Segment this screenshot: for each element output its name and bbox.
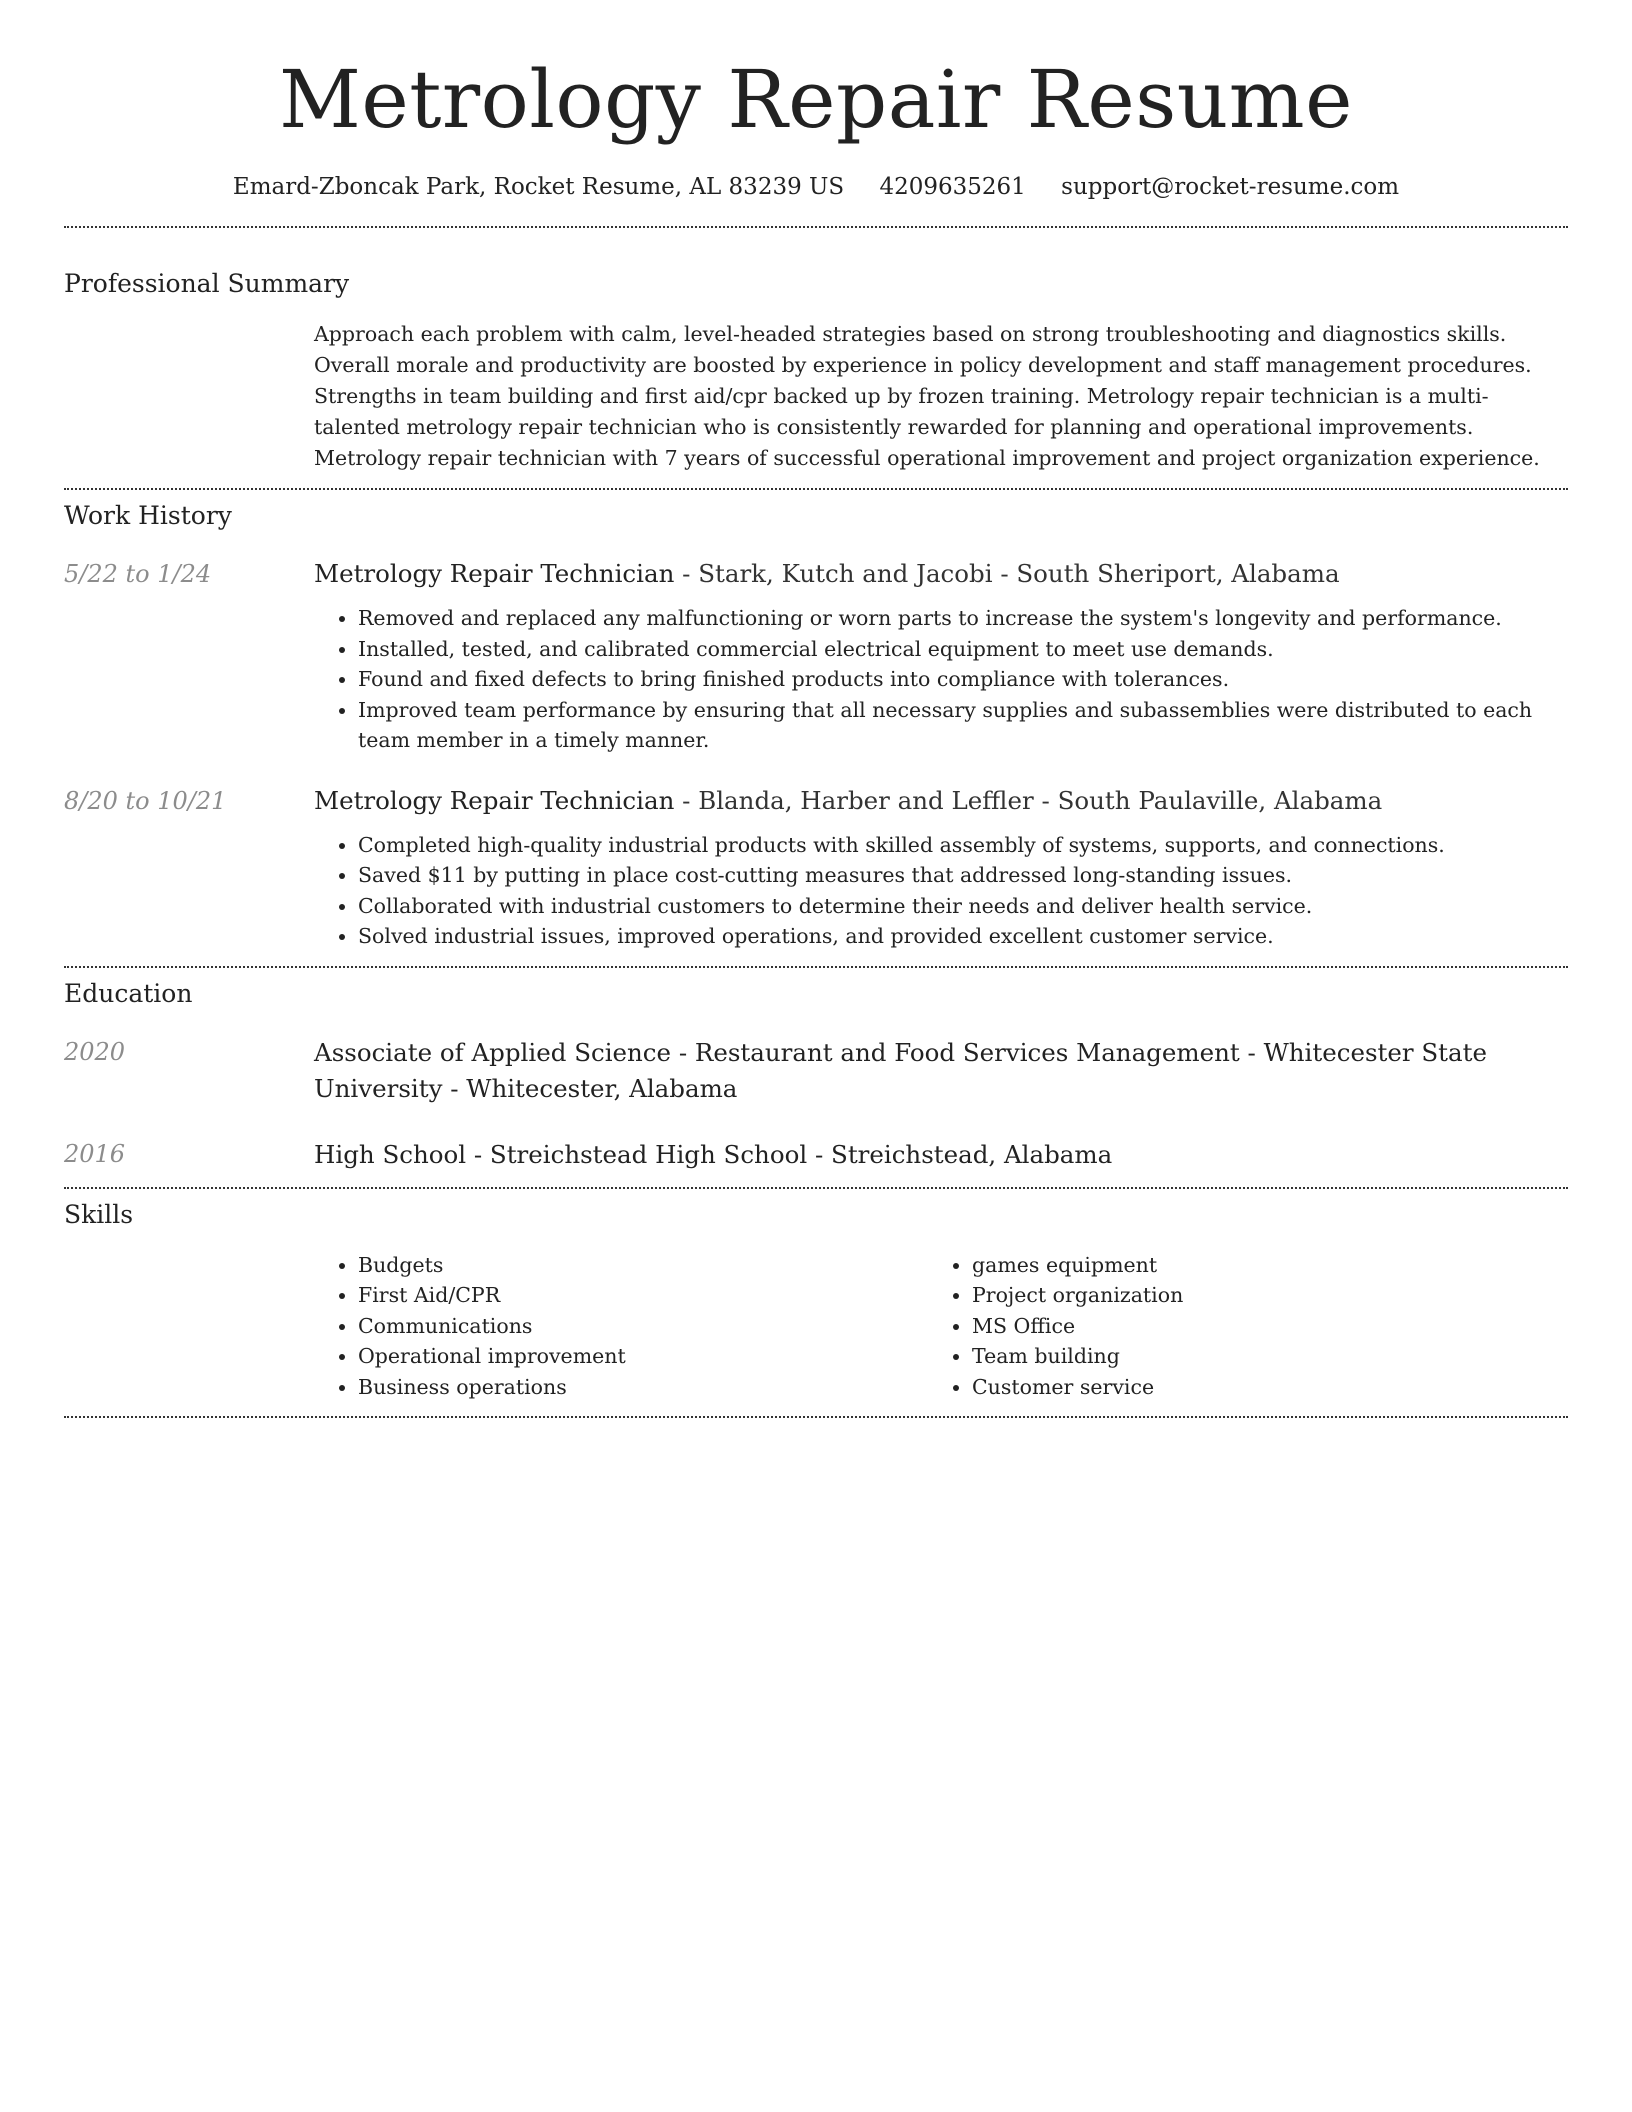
summary-text: Approach each problem with calm, level-headed strategies based on strong troubleshooting and diagnostics skills. Overall morale and productivity are boosted by experience in policy development and staff management procedures. Strengths in team building and first aid/cpr backed up by frozen training. Metrology repair technician is a multi-talented metrology repair technician who is consistently rewarded for planning and operational improvements. Metrology repair technician with 7 years of successful operational improvement and project organization experience. — [314, 322, 1540, 470]
work-history-heading: Work History — [64, 501, 232, 530]
job-bullets — [314, 603, 1568, 756]
skills-left-spacer — [64, 1250, 314, 1403]
skill-item: • Customer service — [972, 1372, 1568, 1403]
education-year: 2020 — [64, 1037, 126, 1066]
education-entry — [64, 1137, 1568, 1173]
job-title — [314, 784, 1568, 818]
job-bullets — [314, 830, 1568, 952]
list-item: • Collaborated with industrial customers to determine their needs and deliver health service. — [358, 891, 1568, 922]
contact-address: Emard-Zboncak Park, Rocket Resume, AL 83239 US — [232, 174, 845, 200]
skills-heading: Skills — [64, 1199, 134, 1229]
job-entry — [64, 784, 1568, 952]
contact-line — [64, 170, 1568, 204]
divider — [64, 1416, 1568, 1418]
list-item: • Solved industrial issues, improved operations, and provided excellent customer service. — [358, 921, 1568, 952]
job-role: Metrology Repair Technician — [314, 559, 675, 588]
skill-item: • Budgets — [358, 1250, 928, 1281]
education-degree: High School — [314, 1139, 467, 1169]
education-school: - Streichstead High School - Streichstead, Alabama — [466, 1139, 1113, 1169]
education-title — [314, 1035, 1568, 1107]
skill-item: • MS Office — [972, 1311, 1568, 1342]
list-item: • Removed and replaced any malfunctioning or worn parts to increase the system's longevity and performance. — [358, 603, 1568, 634]
job-employer: - Blanda, Harber and Leffler - South Paulaville, Alabama — [674, 785, 1383, 815]
education-title — [314, 1137, 1568, 1173]
summary-left-spacer — [64, 319, 314, 474]
education-section — [64, 968, 1568, 1173]
skills-column-1 — [314, 1250, 928, 1403]
education-year: 2016 — [64, 1139, 126, 1168]
skills-list — [314, 1250, 1568, 1403]
list-item: • Improved team performance by ensuring that all necessary supplies and subassemblies were distributed to each team member in a timely manner. — [358, 695, 1568, 756]
education-degree: Associate of Applied Science - Restaurant and Food Services Management — [314, 1037, 1240, 1067]
contact-email: support@rocket-resume.com — [1061, 174, 1400, 200]
summary-section — [64, 228, 1568, 474]
education-entry — [64, 1035, 1568, 1107]
skills-column-2 — [928, 1250, 1568, 1403]
skill-item: • Business operations — [358, 1372, 928, 1403]
job-dates: 8/20 to 10/21 — [64, 786, 227, 815]
job-role: Metrology Repair Technician — [314, 785, 675, 815]
skill-item: • games equipment — [972, 1250, 1568, 1281]
skills-section — [64, 1189, 1568, 1403]
contact-phone: 4209635261 — [879, 174, 1026, 200]
skill-item: • Project organization — [972, 1280, 1568, 1311]
job-dates: 5/22 to 1/24 — [64, 560, 212, 588]
education-school: - Whitecester State University - Whitecester, Alabama — [314, 1037, 1487, 1103]
work-history-section — [64, 490, 1568, 952]
education-heading: Education — [64, 978, 193, 1008]
skill-item: • Operational improvement — [358, 1341, 928, 1372]
job-entry — [64, 557, 1568, 756]
skill-item: • First Aid/CPR — [358, 1280, 928, 1311]
summary-heading: Professional Summary — [64, 269, 350, 298]
list-item: • Completed high-quality industrial products with skilled assembly of systems, supports, and connections. — [358, 830, 1568, 861]
skill-item: • Communications — [358, 1311, 928, 1342]
skill-item: • Team building — [972, 1341, 1568, 1372]
list-item: • Installed, tested, and calibrated commercial electrical equipment to meet use demands. — [358, 634, 1568, 665]
resume-title: Metrology Repair Resume — [279, 53, 1353, 146]
job-employer: - Stark, Kutch and Jacobi - South Sheriport, Alabama — [674, 559, 1340, 588]
list-item: • Saved $11 by putting in place cost-cutting measures that addressed long-standing issues. — [358, 860, 1568, 891]
list-item: • Found and fixed defects to bring finished products into compliance with tolerances. — [358, 664, 1568, 695]
job-title — [314, 557, 1568, 591]
